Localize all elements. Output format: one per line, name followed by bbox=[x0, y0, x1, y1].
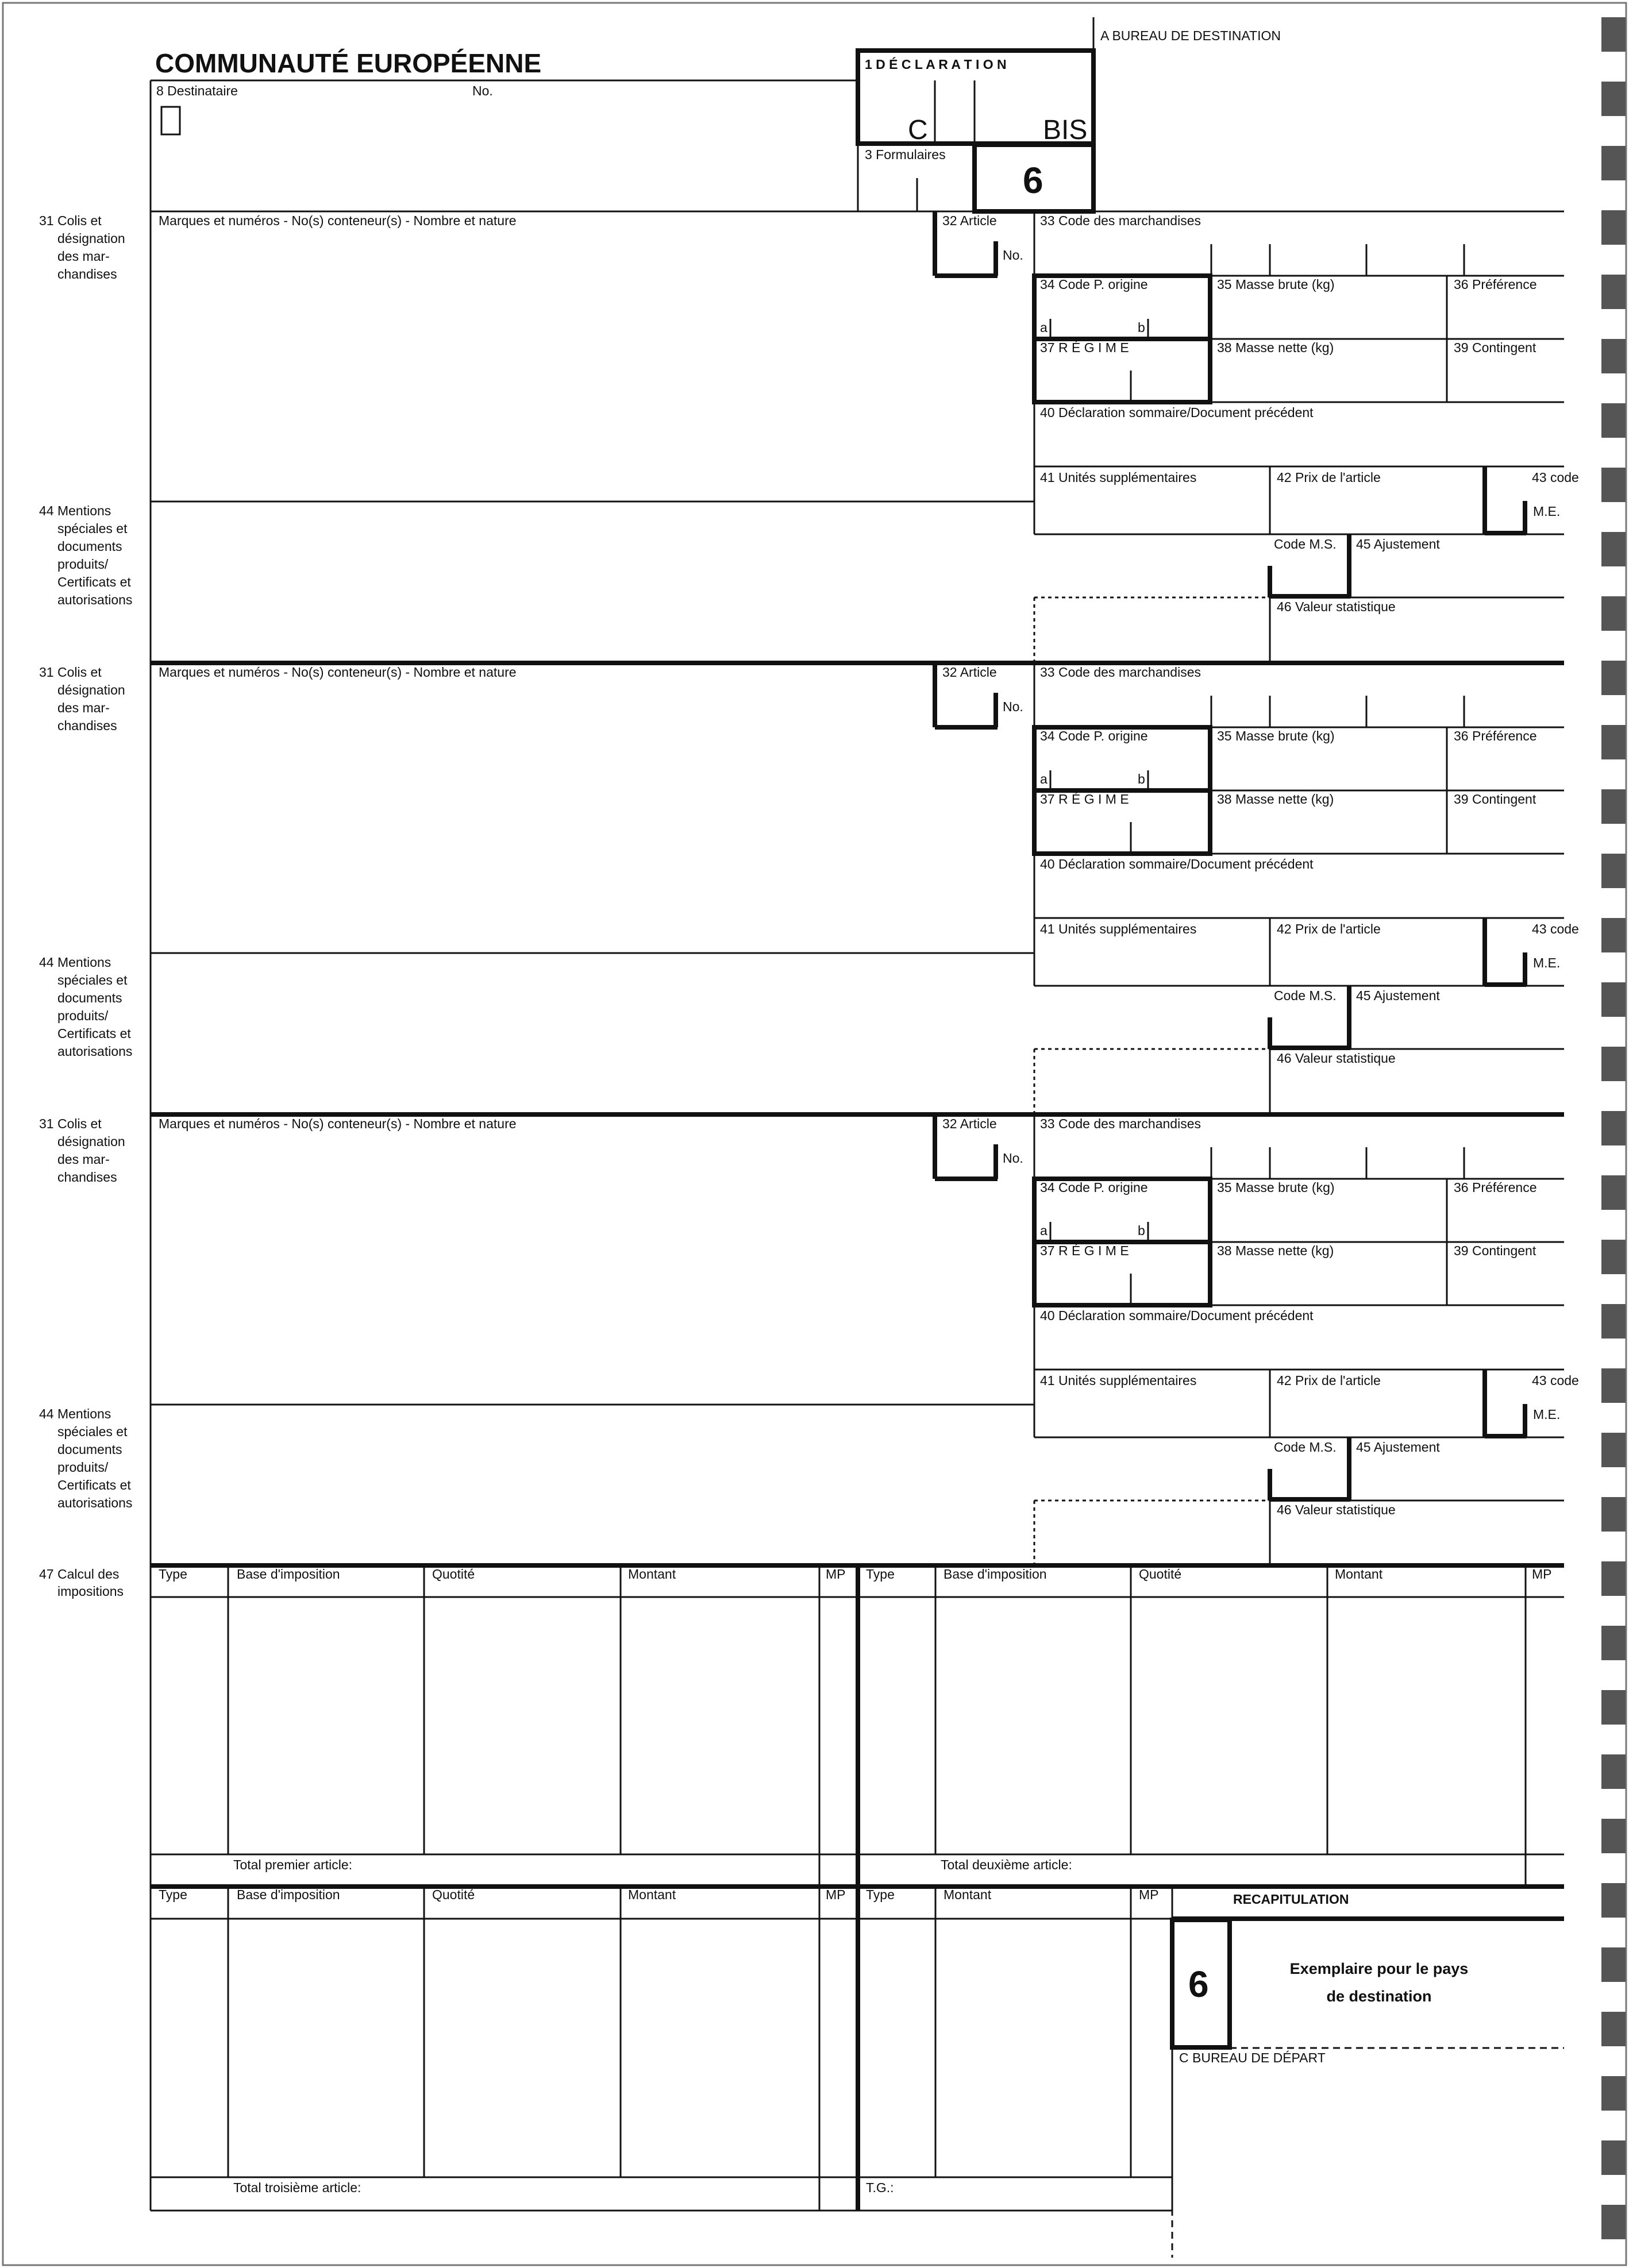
copy-number-footer: 6 bbox=[1188, 1964, 1209, 2005]
perforation-hole bbox=[1601, 661, 1626, 695]
calc-header-type-4: Type bbox=[866, 1887, 895, 1902]
recap-label: RECAPITULATION bbox=[1233, 1892, 1349, 1907]
box47-label-line1: 47 Calcul des bbox=[39, 1567, 120, 1582]
perforation-hole bbox=[1601, 1819, 1626, 1853]
box32-no-label: No. bbox=[1003, 248, 1023, 263]
box31-label-line2: désignation bbox=[57, 231, 125, 246]
box3-label: 3 Formulaires bbox=[865, 147, 946, 162]
calc-header-mp-1: MP bbox=[826, 1567, 846, 1582]
copy-label-line1: Exemplaire pour le pays bbox=[1289, 1960, 1469, 1977]
perforation-hole bbox=[1601, 918, 1626, 952]
calc-header-montant-1: Montant bbox=[628, 1567, 676, 1582]
box31-label-line1: 31 Colis et bbox=[39, 1116, 102, 1131]
perforation-hole bbox=[1601, 2140, 1626, 2175]
box45-label: 45 Ajustement bbox=[1356, 1440, 1440, 1455]
box31-label-line3: des mar- bbox=[57, 700, 110, 715]
boxA-label: A BUREAU DE DESTINATION bbox=[1100, 28, 1281, 43]
box1-label: 1 D É C L A R A T I O N bbox=[865, 57, 1007, 72]
box40-label: 40 Déclaration sommaire/Document précédent bbox=[1040, 857, 1314, 871]
box44-label-line4: produits/ bbox=[57, 1008, 109, 1023]
perforation-hole bbox=[1601, 1240, 1626, 1274]
box41-label: 41 Unités supplémentaires bbox=[1040, 470, 1197, 485]
perforation-hole bbox=[1601, 1497, 1626, 1532]
box37-label: 37 R É G I M E bbox=[1040, 340, 1129, 355]
box40-label: 40 Déclaration sommaire/Document précédent bbox=[1040, 405, 1314, 420]
calc-header-quotite-2: Quotité bbox=[1139, 1567, 1182, 1582]
calc-header-base-2: Base d'imposition bbox=[943, 1567, 1047, 1582]
box36-label: 36 Préférence bbox=[1454, 1180, 1537, 1195]
box38-label: 38 Masse nette (kg) bbox=[1217, 792, 1334, 807]
box36-label: 36 Préférence bbox=[1454, 277, 1537, 292]
box34-b-label: b bbox=[1138, 320, 1145, 335]
copy-label-line2: de destination bbox=[1326, 1988, 1432, 2005]
box35-label: 35 Masse brute (kg) bbox=[1217, 277, 1335, 292]
box46-label: 46 Valeur statistique bbox=[1277, 599, 1396, 614]
box44-label-line1: 44 Mentions bbox=[39, 503, 111, 518]
box34-b-label: b bbox=[1138, 1223, 1145, 1238]
total-general: T.G.: bbox=[866, 2180, 894, 2195]
calc-header-quotite-3: Quotité bbox=[432, 1887, 475, 1902]
box37-label: 37 R É G I M E bbox=[1040, 1243, 1129, 1258]
box33-label: 33 Code des marchandises bbox=[1040, 1116, 1201, 1131]
box32-article-label: 32 Article bbox=[942, 213, 997, 228]
perforation-hole bbox=[1601, 210, 1626, 245]
box32-article-label: 32 Article bbox=[942, 1116, 997, 1131]
calc-header-type-2: Type bbox=[866, 1567, 895, 1582]
box33-label: 33 Code des marchandises bbox=[1040, 213, 1201, 228]
box43-label: 43 code bbox=[1532, 470, 1579, 485]
box41-label: 41 Unités supplémentaires bbox=[1040, 921, 1197, 936]
perforation-hole bbox=[1601, 1947, 1626, 1982]
box34-label: 34 Code P. origine bbox=[1040, 277, 1148, 292]
perforation-hole bbox=[1601, 854, 1626, 888]
box44-label-line2: spéciales et bbox=[57, 521, 128, 536]
marks-numbers-label: Marques et numéros - No(s) conteneur(s) - Nombre et nature bbox=[159, 1116, 517, 1131]
calc-header-mp-4: MP bbox=[1139, 1887, 1159, 1902]
box38-label: 38 Masse nette (kg) bbox=[1217, 340, 1334, 355]
box43-me-label: M.E. bbox=[1533, 955, 1561, 970]
box39-label: 39 Contingent bbox=[1454, 1243, 1536, 1258]
page-border bbox=[3, 3, 1626, 2265]
box44-label-line6: autorisations bbox=[57, 1044, 133, 1059]
calc-header-base-3: Base d'imposition bbox=[237, 1887, 340, 1902]
box39-label: 39 Contingent bbox=[1454, 340, 1536, 355]
box44-label-line5: Certificats et bbox=[57, 1026, 131, 1041]
perforation-hole bbox=[1601, 789, 1626, 824]
perforation-hole bbox=[1601, 1433, 1626, 1467]
copy-number-header: 6 bbox=[1023, 160, 1043, 201]
calc-header-type-1: Type bbox=[159, 1567, 187, 1582]
box35-label: 35 Masse brute (kg) bbox=[1217, 1180, 1335, 1195]
perforation-hole bbox=[1601, 1690, 1626, 1725]
box31-label-line1: 31 Colis et bbox=[39, 213, 102, 228]
box31-label-line4: chandises bbox=[57, 1170, 117, 1185]
perforation-hole bbox=[1601, 1175, 1626, 1210]
marks-numbers-label: Marques et numéros - No(s) conteneur(s) - Nombre et nature bbox=[159, 213, 517, 228]
box31-label-line1: 31 Colis et bbox=[39, 665, 102, 680]
perforation-hole bbox=[1601, 982, 1626, 1017]
perforation-hole bbox=[1601, 532, 1626, 566]
perforation-hole bbox=[1601, 2205, 1626, 2239]
perforation-hole bbox=[1601, 275, 1626, 309]
box47-calculation bbox=[39, 1565, 1564, 2258]
code-ms-label: Code M.S. bbox=[1274, 1440, 1337, 1455]
perforation-hole bbox=[1601, 1111, 1626, 1145]
calc-header-mp-3: MP bbox=[826, 1887, 846, 1902]
perforation-hole bbox=[1601, 596, 1626, 631]
box8-no-label: No. bbox=[472, 83, 493, 98]
perforation-hole bbox=[1601, 1304, 1626, 1339]
box44-label-line1: 44 Mentions bbox=[39, 955, 111, 970]
perforation-hole bbox=[1601, 17, 1626, 52]
box44-label-line2: spéciales et bbox=[57, 1424, 128, 1439]
perforation-hole bbox=[1601, 82, 1626, 116]
calc-header-base-1: Base d'imposition bbox=[237, 1567, 340, 1582]
calc-header-montant-2: Montant bbox=[1335, 1567, 1383, 1582]
box42-label: 42 Prix de l'article bbox=[1277, 1373, 1381, 1388]
box44-label-line5: Certificats et bbox=[57, 574, 131, 589]
perforation-hole bbox=[1601, 725, 1626, 759]
box44-label-line2: spéciales et bbox=[57, 973, 128, 988]
box8-checkbox[interactable] bbox=[161, 107, 180, 134]
box34-b-label: b bbox=[1138, 772, 1145, 786]
box42-label: 42 Prix de l'article bbox=[1277, 921, 1381, 936]
box31-label-line4: chandises bbox=[57, 718, 117, 733]
perforation-hole bbox=[1601, 146, 1626, 180]
perforation-hole bbox=[1601, 1047, 1626, 1081]
box31-label-line3: des mar- bbox=[57, 249, 110, 264]
box36-label: 36 Préférence bbox=[1454, 728, 1537, 743]
box37-label: 37 R É G I M E bbox=[1040, 792, 1129, 807]
box46-label: 46 Valeur statistique bbox=[1277, 1502, 1396, 1517]
perforation-hole bbox=[1601, 1368, 1626, 1403]
box44-label-line3: documents bbox=[57, 1442, 122, 1457]
perforation-hole bbox=[1601, 1626, 1626, 1660]
box44-label-line4: produits/ bbox=[57, 1460, 109, 1475]
tractor-feed-perforation bbox=[1601, 17, 1626, 2239]
perforation-hole bbox=[1601, 2076, 1626, 2111]
calc-header-quotite-1: Quotité bbox=[432, 1567, 475, 1582]
box34-a-label: a bbox=[1040, 320, 1048, 335]
perforation-hole bbox=[1601, 339, 1626, 373]
box31-label-line4: chandises bbox=[57, 267, 117, 281]
box34-a-label: a bbox=[1040, 1223, 1048, 1238]
box40-label: 40 Déclaration sommaire/Document précédent bbox=[1040, 1308, 1314, 1323]
box39-label: 39 Contingent bbox=[1454, 792, 1536, 807]
box44-label-line6: autorisations bbox=[57, 592, 133, 607]
box32-no-label: No. bbox=[1003, 699, 1023, 714]
box43-label: 43 code bbox=[1532, 921, 1579, 936]
box38-label: 38 Masse nette (kg) bbox=[1217, 1243, 1334, 1258]
item-blocks bbox=[39, 211, 1579, 1565]
box34-label: 34 Code P. origine bbox=[1040, 728, 1148, 743]
box44-label-line3: documents bbox=[57, 539, 122, 554]
boxC-label: C BUREAU DE DÉPART bbox=[1179, 2050, 1326, 2065]
box43-me-label: M.E. bbox=[1533, 504, 1561, 519]
perforation-hole bbox=[1601, 1561, 1626, 1596]
perforation-hole bbox=[1601, 403, 1626, 438]
calc-header-montant-3: Montant bbox=[628, 1887, 676, 1902]
code-ms-label: Code M.S. bbox=[1274, 988, 1337, 1003]
box44-label-line1: 44 Mentions bbox=[39, 1406, 111, 1421]
perforation-hole bbox=[1601, 2012, 1626, 2046]
box31-label-line2: désignation bbox=[57, 682, 125, 697]
box44-label-line6: autorisations bbox=[57, 1495, 133, 1510]
box45-label: 45 Ajustement bbox=[1356, 988, 1440, 1003]
box31-label-line2: désignation bbox=[57, 1134, 125, 1149]
box47-label-line2: impositions bbox=[57, 1584, 124, 1599]
perforation-hole bbox=[1601, 1754, 1626, 1789]
perforation-hole bbox=[1601, 1883, 1626, 1918]
total-second-article: Total deuxième article: bbox=[941, 1857, 1072, 1872]
box1-bis-value: BIS bbox=[1043, 115, 1088, 145]
calc-header-type-3: Type bbox=[159, 1887, 187, 1902]
box34-a-label: a bbox=[1040, 772, 1048, 786]
box46-label: 46 Valeur statistique bbox=[1277, 1051, 1396, 1066]
box44-label-line5: Certificats et bbox=[57, 1478, 131, 1492]
box44-label-line3: documents bbox=[57, 990, 122, 1005]
code-ms-label: Code M.S. bbox=[1274, 537, 1337, 551]
box43-me-label: M.E. bbox=[1533, 1407, 1561, 1422]
calc-header-montant-4: Montant bbox=[943, 1887, 992, 1902]
box33-label: 33 Code des marchandises bbox=[1040, 665, 1201, 680]
item-block-1 bbox=[39, 211, 1579, 662]
box34-label: 34 Code P. origine bbox=[1040, 1180, 1148, 1195]
box8-label: 8 Destinataire bbox=[156, 83, 238, 98]
item-block-2 bbox=[39, 663, 1579, 1113]
box42-label: 42 Prix de l'article bbox=[1277, 470, 1381, 485]
box32-article-label: 32 Article bbox=[942, 665, 997, 680]
box41-label: 41 Unités supplémentaires bbox=[1040, 1373, 1197, 1388]
box32-no-label: No. bbox=[1003, 1151, 1023, 1166]
perforation-hole bbox=[1601, 468, 1626, 502]
calc-header-mp-2: MP bbox=[1532, 1567, 1552, 1582]
box44-label-line4: produits/ bbox=[57, 557, 109, 572]
box35-label: 35 Masse brute (kg) bbox=[1217, 728, 1335, 743]
item-block-3 bbox=[39, 1114, 1579, 1565]
box43-label: 43 code bbox=[1532, 1373, 1579, 1388]
box31-label-line3: des mar- bbox=[57, 1152, 110, 1167]
total-third-article: Total troisième article: bbox=[233, 2180, 361, 2195]
box45-label: 45 Ajustement bbox=[1356, 537, 1440, 551]
box1-c-value: C bbox=[908, 115, 928, 145]
form-title: COMMUNAUTÉ EUROPÉENNE bbox=[155, 48, 542, 78]
total-first-article: Total premier article: bbox=[233, 1857, 353, 1872]
marks-numbers-label: Marques et numéros - No(s) conteneur(s) - Nombre et nature bbox=[159, 665, 517, 680]
